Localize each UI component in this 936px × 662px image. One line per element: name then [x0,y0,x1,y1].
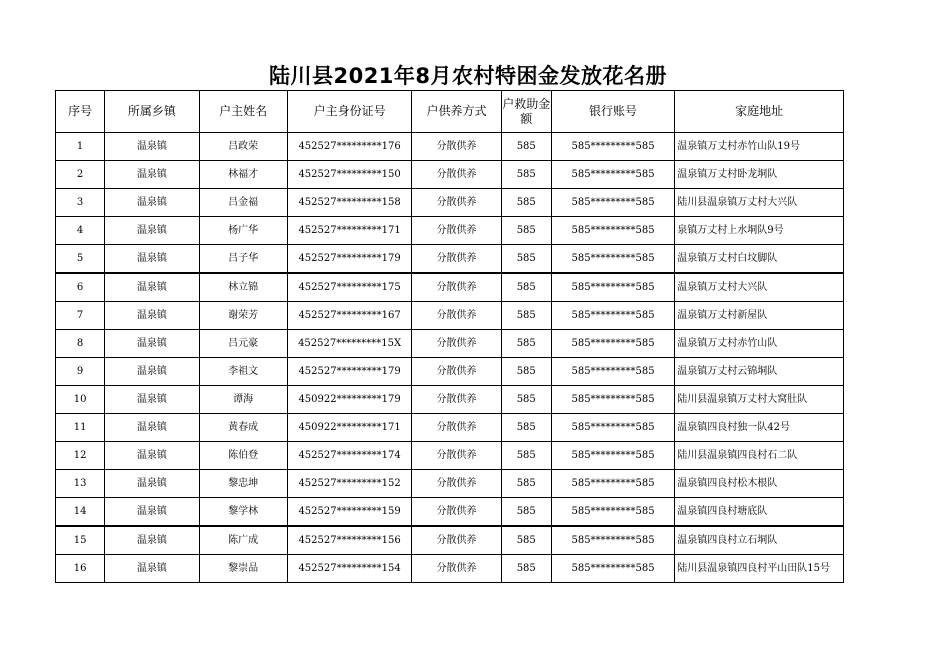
bank-account-cell: 585*********585 [551,526,674,555]
relief-amount-cell: 585 [501,189,551,217]
home-address-cell: 温泉镇万丈村大兴队 [675,273,844,302]
id-number-cell: 452527*********156 [287,526,411,555]
home-address-cell: 温泉镇四良村塘底队 [675,498,844,527]
index-cell: 10 [56,386,105,414]
index-cell: 4 [56,217,105,245]
index-cell: 16 [56,555,105,583]
householder-name-cell: 杨广华 [199,217,287,245]
township-cell: 温泉镇 [105,245,199,274]
relief-amount-cell: 585 [501,414,551,442]
support-method-cell: 分散供养 [412,555,501,583]
home-address-cell: 温泉镇万丈村卧龙垌队 [675,161,844,189]
id-number-cell: 452527*********154 [287,555,411,583]
table-row [56,358,844,386]
householder-name-cell: 谭海 [199,386,287,414]
bank-account-cell: 585*********585 [551,245,674,274]
column-header-householder-name: 户主姓名 [199,91,287,133]
bank-account-cell: 585*********585 [551,217,674,245]
township-cell: 温泉镇 [105,273,199,302]
township-cell: 温泉镇 [105,470,199,498]
support-method-cell: 分散供养 [412,161,501,189]
householder-name-cell: 黎学林 [199,498,287,527]
column-header-bank-account: 银行账号 [551,91,674,133]
index-cell: 5 [56,245,105,274]
id-number-cell: 452527*********171 [287,217,411,245]
township-cell: 温泉镇 [105,189,199,217]
page-title: 陆川县2021年8月农村特困金发放花名册 [268,64,668,88]
id-number-cell: 452527*********150 [287,161,411,189]
relief-amount-cell: 585 [501,526,551,555]
column-header-support-method: 户供养方式 [412,91,501,133]
bank-account-cell: 585*********585 [551,470,674,498]
id-number-cell: 452527*********167 [287,302,411,330]
home-address-cell: 温泉镇四良村独一队42号 [675,414,844,442]
householder-name-cell: 林立锦 [199,273,287,302]
home-address-cell: 温泉镇四良村立石垌队 [675,526,844,555]
township-cell: 温泉镇 [105,526,199,555]
support-method-cell: 分散供养 [412,302,501,330]
relief-amount-cell: 585 [501,245,551,274]
id-number-cell: 452527*********175 [287,273,411,302]
index-cell: 3 [56,189,105,217]
householder-name-cell: 谢荣芳 [199,302,287,330]
table-row [56,330,844,358]
householder-name-cell: 黎崇品 [199,555,287,583]
id-number-cell: 452527*********152 [287,470,411,498]
bank-account-cell: 585*********585 [551,414,674,442]
township-cell: 温泉镇 [105,217,199,245]
township-cell: 温泉镇 [105,330,199,358]
index-cell: 8 [56,330,105,358]
home-address-cell: 陆川县温泉镇四良村石二队 [675,442,844,470]
bank-account-cell: 585*********585 [551,302,674,330]
householder-name-cell: 黄春成 [199,414,287,442]
township-cell: 温泉镇 [105,358,199,386]
column-header-id-number: 户主身份证号 [287,91,411,133]
id-number-cell: 452527*********159 [287,498,411,527]
id-number-cell: 452527*********179 [287,358,411,386]
column-header-township: 所属乡镇 [105,91,199,133]
support-method-cell: 分散供养 [412,470,501,498]
support-method-cell: 分散供养 [412,442,501,470]
index-cell: 11 [56,414,105,442]
table-row [56,470,844,498]
support-method-cell: 分散供养 [412,386,501,414]
index-cell: 14 [56,498,105,527]
township-cell: 温泉镇 [105,386,199,414]
home-address-cell: 温泉镇万丈村赤竹山队 [675,330,844,358]
relief-amount-cell: 585 [501,358,551,386]
table-row [56,133,844,161]
householder-name-cell: 陈伯登 [199,442,287,470]
relief-amount-cell: 585 [501,302,551,330]
table-row [56,161,844,189]
table-row [56,245,844,274]
home-address-cell: 温泉镇万丈村赤竹山队19号 [675,133,844,161]
support-method-cell: 分散供养 [412,189,501,217]
householder-name-cell: 吕子华 [199,245,287,274]
id-number-cell: 450922*********179 [287,386,411,414]
bank-account-cell: 585*********585 [551,358,674,386]
roster-body [56,133,844,583]
table-row [56,189,844,217]
bank-account-cell: 585*********585 [551,442,674,470]
bank-account-cell: 585*********585 [551,498,674,527]
relief-amount-cell: 585 [501,442,551,470]
support-method-cell: 分散供养 [412,358,501,386]
home-address-cell: 陆川县温泉镇四良村平山田队15号 [675,555,844,583]
bank-account-cell: 585*********585 [551,133,674,161]
bank-account-cell: 585*********585 [551,555,674,583]
index-cell: 13 [56,470,105,498]
township-cell: 温泉镇 [105,442,199,470]
township-cell: 温泉镇 [105,555,199,583]
table-row [56,555,844,583]
column-header-relief-amount: 户救助金额 [501,91,551,133]
table-row [56,442,844,470]
support-method-cell: 分散供养 [412,273,501,302]
id-number-cell: 452527*********158 [287,189,411,217]
column-header-index: 序号 [56,91,105,133]
table-row [56,526,844,555]
home-address-cell: 温泉镇万丈村白坟脚队 [675,245,844,274]
id-number-cell: 452527*********176 [287,133,411,161]
id-number-cell: 452527*********179 [287,245,411,274]
index-cell: 6 [56,273,105,302]
home-address-cell: 泉镇万丈村上水垌队9号 [675,217,844,245]
support-method-cell: 分散供养 [412,330,501,358]
id-number-cell: 452527*********174 [287,442,411,470]
bank-account-cell: 585*********585 [551,330,674,358]
relief-amount-cell: 585 [501,555,551,583]
index-cell: 12 [56,442,105,470]
table-row [56,498,844,527]
relief-amount-cell: 585 [501,133,551,161]
relief-amount-cell: 585 [501,217,551,245]
township-cell: 温泉镇 [105,302,199,330]
table-row [56,414,844,442]
support-method-cell: 分散供养 [412,133,501,161]
home-address-cell: 陆川县温泉镇万丈村大窝肚队 [675,386,844,414]
table-row [56,302,844,330]
home-address-cell: 温泉镇万丈村新屋队 [675,302,844,330]
id-number-cell: 450922*********171 [287,414,411,442]
relief-amount-cell: 585 [501,161,551,189]
householder-name-cell: 吕金福 [199,189,287,217]
relief-amount-cell: 585 [501,273,551,302]
township-cell: 温泉镇 [105,414,199,442]
township-cell: 温泉镇 [105,498,199,527]
householder-name-cell: 林福才 [199,161,287,189]
householder-name-cell: 李祖文 [199,358,287,386]
relief-amount-cell: 585 [501,498,551,527]
support-method-cell: 分散供养 [412,526,501,555]
support-method-cell: 分散供养 [412,245,501,274]
index-cell: 7 [56,302,105,330]
index-cell: 9 [56,358,105,386]
householder-name-cell: 吕元豪 [199,330,287,358]
relief-amount-cell: 585 [501,330,551,358]
header-row [56,91,844,133]
home-address-cell: 温泉镇万丈村云锦垌队 [675,358,844,386]
support-method-cell: 分散供养 [412,414,501,442]
support-method-cell: 分散供养 [412,498,501,527]
township-cell: 温泉镇 [105,161,199,189]
roster-table [55,90,844,583]
table-row [56,273,844,302]
bank-account-cell: 585*********585 [551,273,674,302]
table-row [56,386,844,414]
index-cell: 2 [56,161,105,189]
home-address-cell: 温泉镇四良村松木根队 [675,470,844,498]
column-header-home-address: 家庭地址 [675,91,844,133]
householder-name-cell: 吕政荣 [199,133,287,161]
index-cell: 1 [56,133,105,161]
support-method-cell: 分散供养 [412,217,501,245]
relief-amount-cell: 585 [501,386,551,414]
home-address-cell: 陆川县温泉镇万丈村大兴队 [675,189,844,217]
id-number-cell: 452527*********15X [287,330,411,358]
bank-account-cell: 585*********585 [551,386,674,414]
index-cell: 15 [56,526,105,555]
bank-account-cell: 585*********585 [551,161,674,189]
bank-account-cell: 585*********585 [551,189,674,217]
township-cell: 温泉镇 [105,133,199,161]
relief-amount-cell: 585 [501,470,551,498]
householder-name-cell: 陈广成 [199,526,287,555]
table-row [56,217,844,245]
householder-name-cell: 黎忠坤 [199,470,287,498]
